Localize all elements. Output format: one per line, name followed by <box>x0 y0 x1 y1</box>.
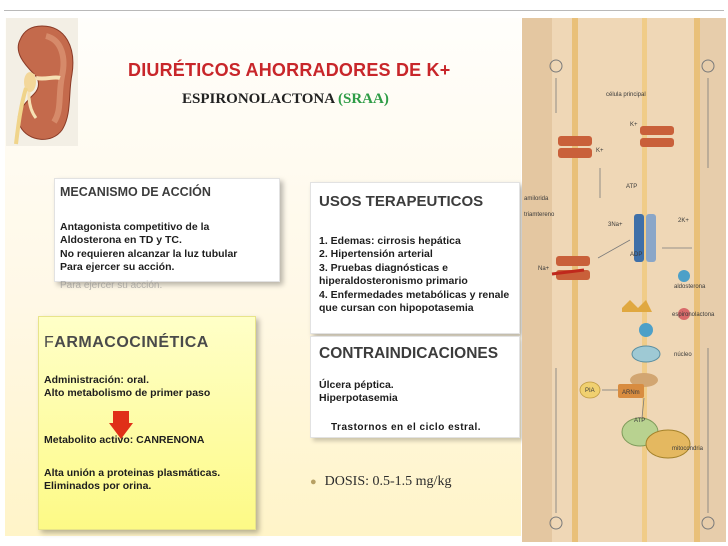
heading-initial: F <box>44 334 55 351</box>
elimination-line: Alta unión a proteinas plasmáticas. <box>44 467 221 479</box>
mechanism-text <box>60 221 237 275</box>
diagram-label: amilorida <box>524 196 549 202</box>
diagram-label: triamtereno <box>524 212 555 218</box>
diagram-label: célula principal <box>606 92 646 98</box>
mechanism-line: Aldosterona en TD y TC. <box>60 234 182 247</box>
diagram-label: K+ <box>596 148 604 154</box>
mechanism-card <box>54 178 280 282</box>
diagram-label: 2K+ <box>678 218 689 224</box>
administration-line: Alto metabolismo de primer paso <box>44 387 211 400</box>
dosis-item <box>310 474 451 490</box>
diagram-label: espironolactona <box>672 312 715 318</box>
elimination-text <box>44 467 220 494</box>
list-item: hiperaldosteronismo primario <box>319 275 468 288</box>
pharmacokinetics-card <box>38 316 256 530</box>
list-item: 2. Hipertensión arterial <box>319 248 433 261</box>
mechanism-line: Antagonista competitivo de la <box>60 221 210 233</box>
administration-line: Administración: oral. <box>44 374 150 386</box>
contraindications-heading: CONTRAINDICACIONES <box>319 345 499 362</box>
diagram-label: aldosterona <box>674 284 706 290</box>
drug-name: ESPIRONOLACTONA <box>182 91 335 107</box>
estral-note: Trastornos en el ciclo estral. <box>326 420 514 436</box>
diagram-label: ARNm <box>622 390 640 396</box>
diagram-label: ATP <box>634 418 646 424</box>
uses-list <box>319 235 509 315</box>
administration-text <box>44 374 210 401</box>
diagram-label: 3Na+ <box>608 222 623 228</box>
mechanism-line: No requieren alcanzar la luz tubular <box>60 247 238 260</box>
mechanism-heading: MECANISMO DE ACCIÓN <box>60 185 211 199</box>
diagram-label: ADP <box>630 252 643 258</box>
pharmacokinetics-heading <box>44 334 209 352</box>
list-item: 1. Edemas: cirrosis hepática <box>319 235 461 247</box>
list-item: Hiperpotasemia <box>319 392 398 405</box>
list-item: Úlcera péptica. <box>319 379 394 391</box>
diagram-label: núcleo <box>674 352 692 358</box>
list-item: 4. Enfermedades metabólicas y renale <box>319 288 510 301</box>
elimination-line: Eliminados por orina. <box>44 480 152 493</box>
diagram-label: PIA <box>585 388 595 394</box>
uses-heading: USOS TERAPEUTICOS <box>319 193 484 210</box>
dosis-text: DOSIS: 0.5-1.5 mg/kg <box>324 474 452 489</box>
list-item: 3. Pruebas diagnósticas e <box>319 261 448 274</box>
heading-rest: ARMACOCINÉTICA <box>54 334 209 351</box>
slide-top-border <box>4 10 724 11</box>
uses-card <box>310 182 520 334</box>
bullet-icon: ● <box>310 476 317 488</box>
list-item: que cursan con hipopotasemia <box>319 302 474 315</box>
ghost-text: Para ejercer su acción. <box>60 280 163 291</box>
contraindications-list <box>319 379 398 406</box>
diagram-label: K+ <box>630 122 638 128</box>
kidney-image <box>6 18 78 146</box>
slide-title: DIURÉTICOS AHORRADORES DE K+ <box>128 60 451 80</box>
drug-tag: (SRAA) <box>338 91 389 107</box>
diagram-label: mitocondria <box>672 446 704 452</box>
diagram-label: ATP <box>626 184 638 190</box>
cell-diagram <box>522 18 726 542</box>
diagram-label: Na+ <box>538 266 550 272</box>
slide-subtitle <box>182 91 389 108</box>
mechanism-line: Para ejercer su acción. <box>60 261 175 274</box>
metabolite-text: Metabolito activo: CANRENONA <box>44 434 205 446</box>
